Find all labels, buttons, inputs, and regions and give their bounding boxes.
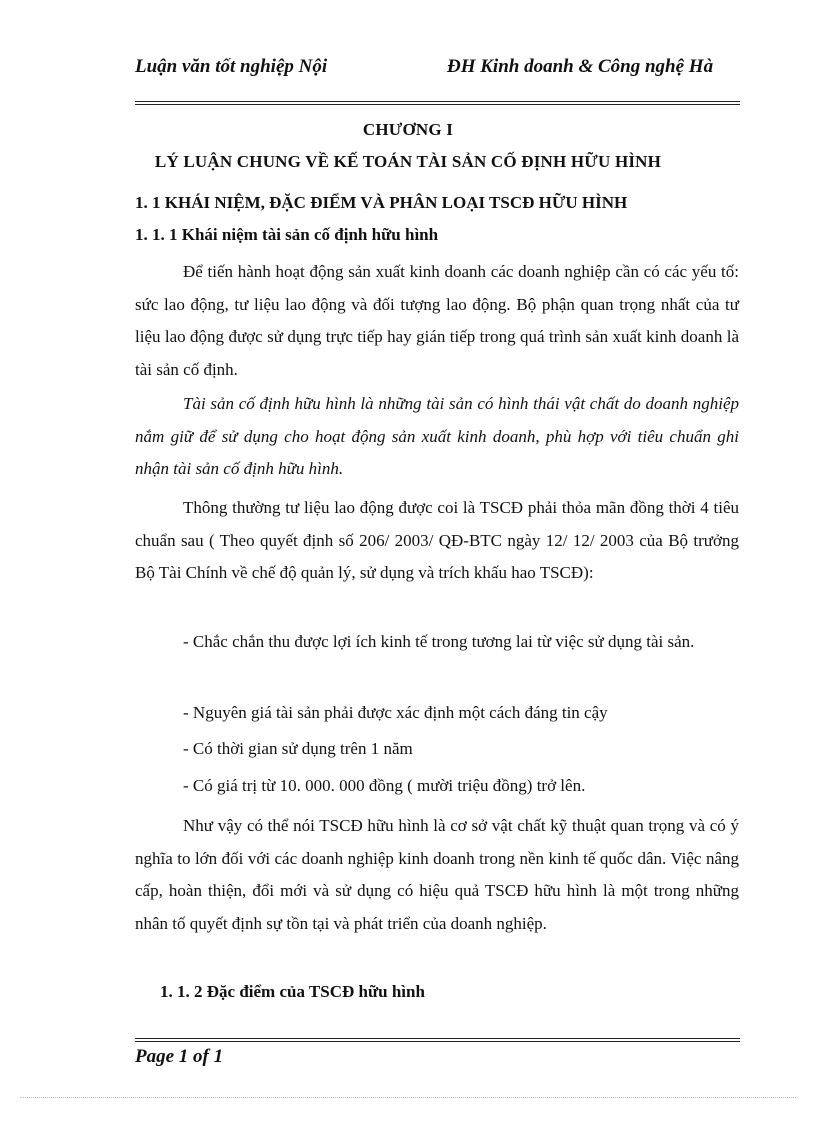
header-right-text: ĐH Kinh doanh & Công nghệ Hà xyxy=(447,56,714,77)
header-left-text: Luận văn tốt nghiệp Nội xyxy=(135,56,328,77)
criterion-3: - Có thời gian sử dụng trên 1 năm xyxy=(183,739,413,758)
paragraph-3: Thông thường tư liệu lao động được coi là TSCĐ phải thỏa mãn đồng thời 4 tiêu chuẩn sau ( Theo quyết định số 206/ 2003/ QĐ-BTC ngày 12/ 12/ 2003 của Bộ trưởng Bộ Tài Chính về chế độ quản lý, sử dụng và trích khấu hao TSCĐ): xyxy=(135,498,739,582)
section-heading-1-1-1: 1. 1. 1 Khái niệm tài sản cố định hữu hình xyxy=(135,225,439,244)
header-rule-bottom xyxy=(135,104,740,105)
paragraph-2-definition: Tài sản cố định hữu hình là những tài sản có hình thái vật chất do doanh nghiệp nắm giữ để sử dụng cho hoạt động sản xuất kinh doanh, phù hợp với tiêu chuẩn ghi nhận tài sản cố định hữu hình. xyxy=(135,394,739,478)
page-footer: Page 1 of 1 xyxy=(135,1046,224,1067)
criterion-2: - Nguyên giá tài sản phải được xác định một cách đáng tin cậy xyxy=(183,703,608,722)
footer-rule-bottom xyxy=(135,1041,740,1042)
page-bottom-dotted-line xyxy=(20,1097,796,1098)
paragraph-1: Để tiến hành hoạt động sản xuất kinh doanh các doanh nghiệp cần có các yếu tố: sức lao động, tư liệu lao động và đối tượng lao động. Bộ phận quan trọng nhất của tư liệu lao động được sử dụng trực tiếp hay gián tiếp trong quá trình sản xuất kinh doanh là tài sản cố định. xyxy=(135,262,739,379)
footer-rule-top xyxy=(135,1038,740,1039)
page-header xyxy=(135,56,740,102)
section-heading-1-1-2: 1. 1. 2 Đặc điểm của TSCĐ hữu hình xyxy=(160,982,425,1001)
chapter-number: CHƯƠNG I xyxy=(362,120,454,139)
header-rule-top xyxy=(135,101,740,102)
criterion-1: - Chắc chắn thu được lợi ích kinh tế trong tương lai từ việc sử dụng tài sản. xyxy=(183,632,695,651)
criterion-4: - Có giá trị từ 10. 000. 000 đồng ( mười triệu đồng) trở lên. xyxy=(183,776,586,795)
section-heading-1-1: 1. 1 KHÁI NIỆM, ĐẶC ĐIỂM VÀ PHÂN LOẠI TSCĐ HỮU HÌNH xyxy=(135,193,628,212)
paragraph-4: Như vậy có thể nói TSCĐ hữu hình là cơ sở vật chất kỹ thuật quan trọng và có ý nghĩa to lớn đối với các doanh nghiệp kinh doanh trong nền kinh tế quốc dân. Việc nâng cấp, hoàn thiện, đổi mới và sử dụng có hiệu quả TSCĐ hữu hình là một trong những nhân tố quyết định sự tồn tại và phát triển của doanh nghiệp. xyxy=(135,816,739,933)
chapter-title: LÝ LUẬN CHUNG VỀ KẾ TOÁN TÀI SẢN CỐ ĐỊNH HỮU HÌNH xyxy=(154,152,662,171)
